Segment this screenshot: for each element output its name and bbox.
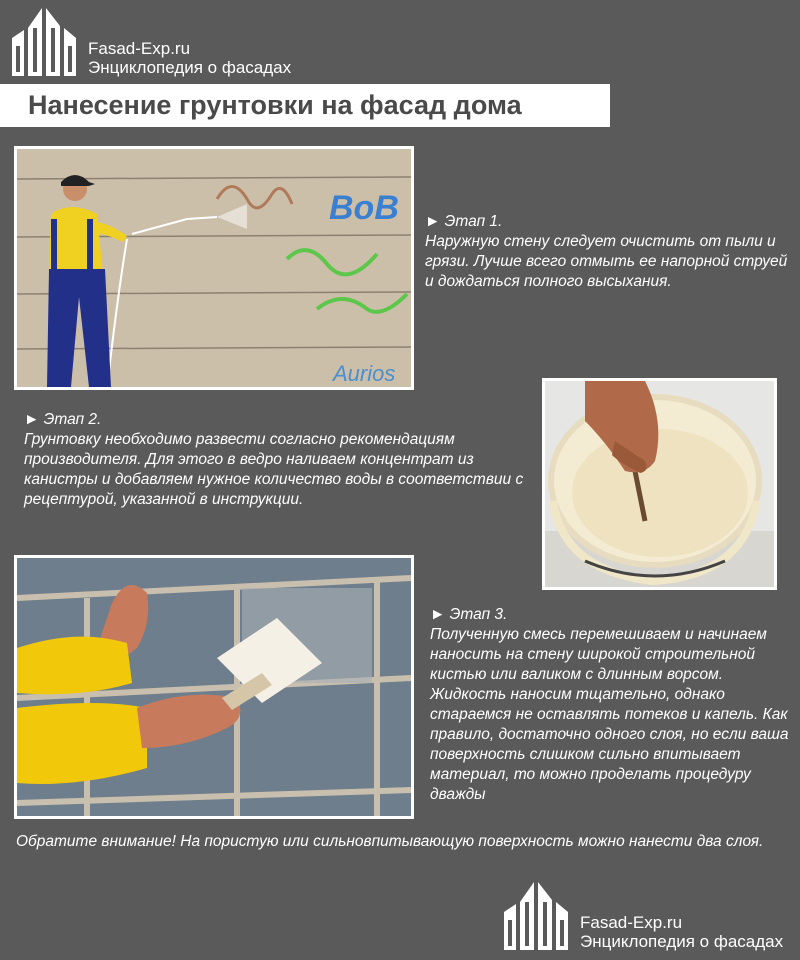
step-1 bbox=[425, 212, 797, 292]
graffiti-text-1: BoB bbox=[329, 189, 399, 227]
note-text: Обратите внимание! На пористую или сильновпитывающую поверхность можно нанести два слоя. bbox=[16, 833, 764, 850]
note bbox=[16, 832, 776, 852]
step-2 bbox=[24, 410, 524, 510]
graffiti-text-2: Aurios bbox=[333, 361, 396, 386]
step-3-marker: ► bbox=[430, 606, 446, 623]
photo-brush-application bbox=[14, 555, 414, 819]
building-logo-icon bbox=[500, 880, 572, 952]
logo-subtitle: Энциклопедия о фасадах bbox=[580, 932, 784, 952]
step-1-text: Наружную стену следует очистить от пыли и грязи. Лучше всего отмыть ее напорной струей и дождаться полного высыхания. bbox=[425, 233, 788, 290]
step-3-label: Этап 3. bbox=[449, 606, 508, 623]
step-2-marker: ► bbox=[24, 411, 40, 428]
photo-bucket-mixing bbox=[542, 378, 777, 590]
step-3 bbox=[430, 605, 798, 805]
step-2-label: Этап 2. bbox=[43, 411, 102, 428]
logo-site-name[interactable]: Fasad-Exp.ru bbox=[580, 912, 683, 932]
step-2-text: Грунтовку необходимо развести согласно рекомендациям производителя. Для этого в ведро наливаем концентрат из канистры и добавляем нужное количество воды в соответствии с рецептурой, указанной в инструкции. bbox=[24, 431, 524, 508]
step-1-label: Этап 1. bbox=[444, 213, 503, 230]
logo-top bbox=[8, 6, 291, 78]
step-3-text: Полученную смесь перемешиваем и начинаем наносить на стену широкой строительной кистью или валиком с длинным ворсом. Жидкость наносим тщательно, однако стараемся не оставлять потеков и капель. Как правило, достаточно одного слоя, но если ваша поверхность слишком сильно впитывает материал, то можно проделать процедуру дважды bbox=[430, 626, 789, 803]
logo-site-name[interactable]: Fasad-Exp.ru bbox=[88, 38, 191, 58]
title-band bbox=[0, 84, 610, 127]
step-1-marker: ► bbox=[425, 213, 441, 230]
logo-bottom bbox=[500, 880, 783, 952]
logo-subtitle: Энциклопедия о фасадах bbox=[88, 58, 292, 78]
photo-pressure-washing bbox=[14, 146, 414, 390]
page-title: Нанесение грунтовки на фасад дома bbox=[28, 90, 522, 120]
building-logo-icon bbox=[8, 6, 80, 78]
